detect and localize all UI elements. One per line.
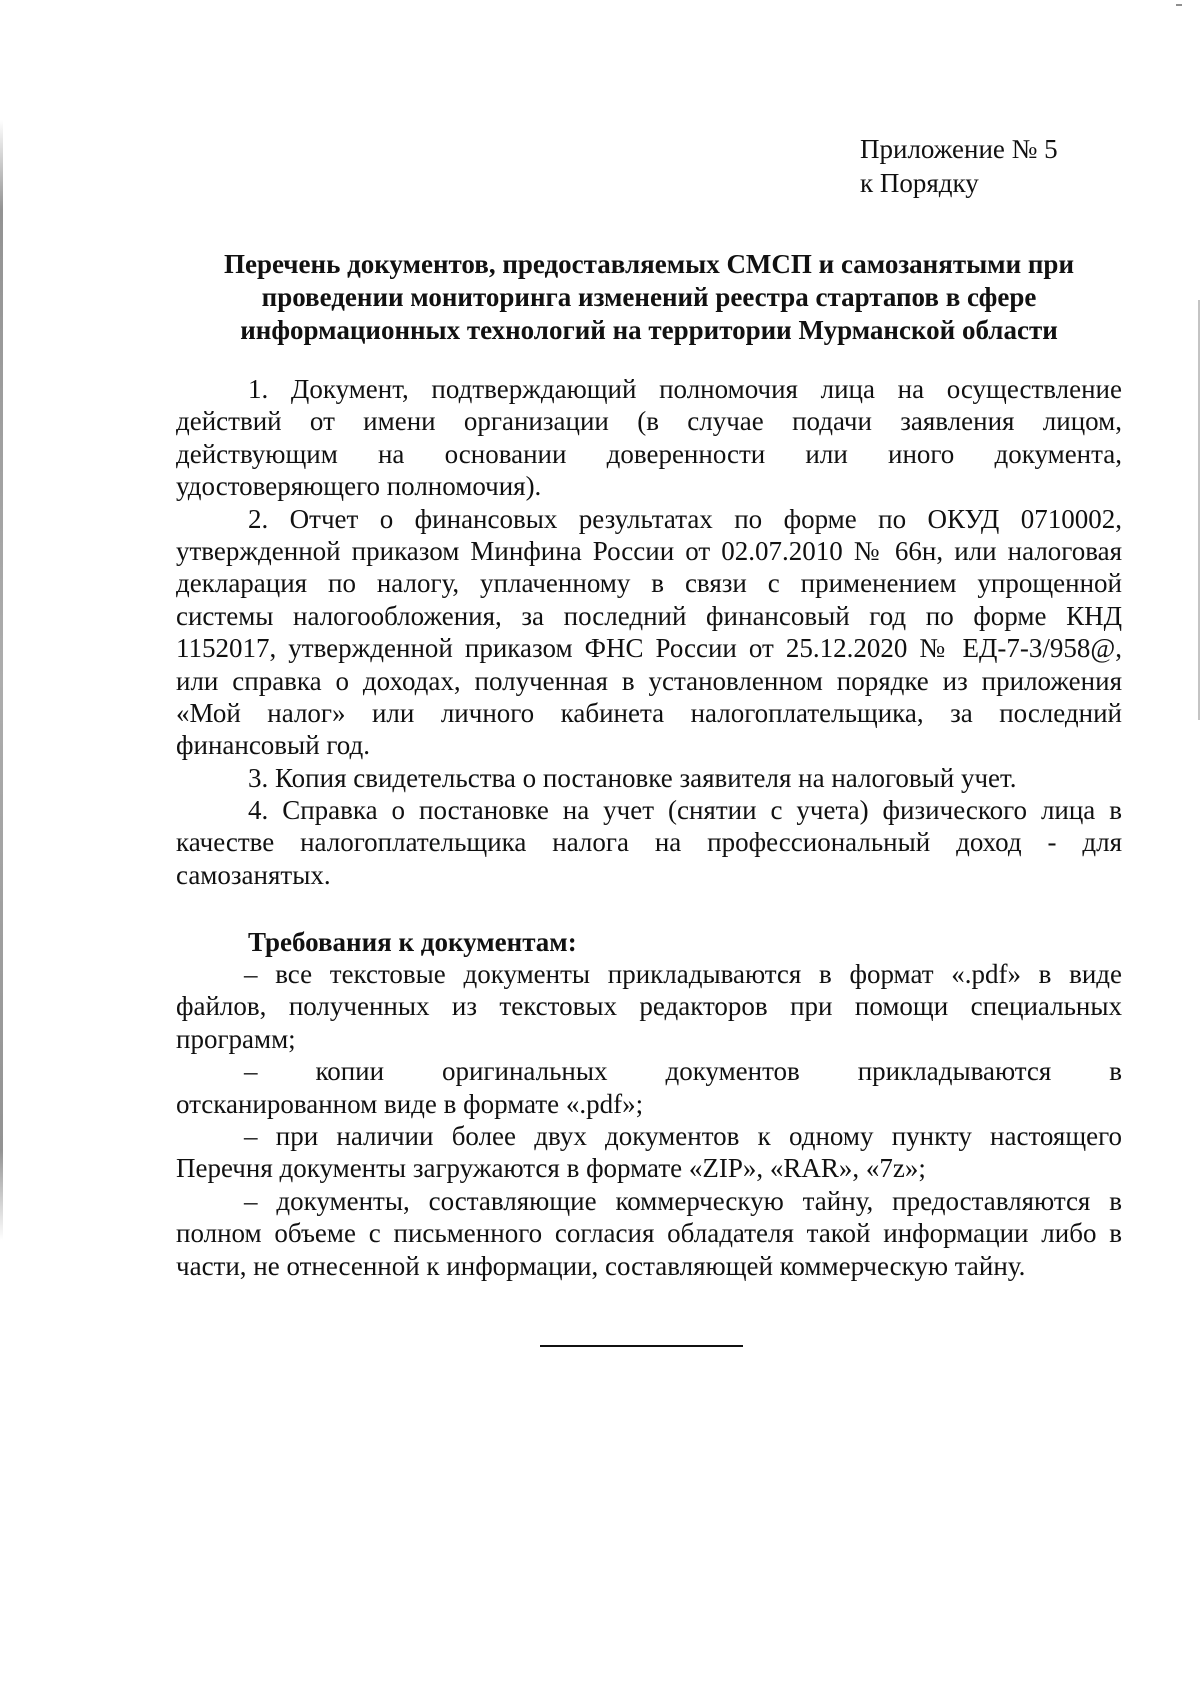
item-line: 1. Документ, подтверждающий полномочия лица на осуществление: [248, 374, 1122, 404]
requirement-item-2: [176, 1055, 1122, 1120]
item-line: или справка о доходах, полученная в установленном порядке из приложения: [176, 665, 1122, 696]
requirement-item-3: [176, 1120, 1122, 1185]
item-line: самозанятых.: [176, 859, 331, 890]
item-line: утвержденной приказом Минфина России от 02.07.2010 № 66н, или налоговая: [176, 535, 1122, 566]
requirement-line: – при наличии более двух документов к одному пункту настоящего: [244, 1120, 1122, 1151]
requirements-heading: Требования к документам:: [248, 927, 577, 957]
requirements-list: [176, 958, 1122, 1282]
item-line: финансовый год.: [176, 730, 371, 761]
appendix-reference: к Порядку: [860, 168, 979, 198]
item-line: действующим на основании доверенности или иного документа,: [176, 438, 1122, 469]
title-line: Перечень документов, предоставляемых СМСП и самозанятыми при: [223, 249, 1075, 279]
appendix-number: Приложение № 5: [860, 134, 1058, 164]
documents-list: [176, 373, 1122, 891]
requirement-item-1: [176, 958, 1122, 1055]
closing-separator: [540, 1345, 743, 1347]
item-line: декларация по налогу, уплаченному в связи с применением упрощенной: [176, 568, 1122, 599]
item-line: удостоверяющего полномочия).: [176, 471, 542, 502]
title-line: проведении мониторинга изменений реестра стартапов в сфере: [261, 282, 1037, 312]
item-line: 3. Копия свидетельства о постановке заявителя на налоговый учет.: [248, 762, 1017, 793]
item-line: 1152017, утвержденной приказом ФНС России от 25.12.2020 № ЕД-7-3/958@,: [176, 633, 1122, 664]
requirement-item-4: [176, 1185, 1122, 1282]
requirement-line: – копии оригинальных документов прикладываются в: [244, 1056, 1122, 1087]
item-line: 2. Отчет о финансовых результатах по форме по ОКУД 0710002,: [248, 503, 1122, 534]
item-line: действий от имени организации (в случае подачи заявления лицом,: [176, 406, 1122, 437]
scan-mark: [1176, 4, 1182, 6]
list-item-2: [176, 503, 1122, 762]
requirement-line: части, не отнесенной к информации, составляющей коммерческую тайну.: [176, 1250, 1026, 1281]
appendix-header: [860, 132, 1058, 200]
requirement-line: отсканированном виде в формате «.pdf»;: [176, 1088, 644, 1119]
item-line: системы налогообложения, за последний финансовый год по форме КНД: [176, 600, 1122, 631]
requirement-line: программ;: [176, 1023, 296, 1054]
item-line: 4. Справка о постановке на учет (снятии с учета) физического лица в: [248, 795, 1122, 826]
title-line: информационных технологий на территории Мурманской области: [240, 315, 1058, 345]
item-line: качестве налогоплательщика налога на профессиональный доход - для: [176, 827, 1122, 858]
requirement-line: Перечня документы загружаются в формате «ZIP», «RAR», «7z»;: [176, 1153, 926, 1184]
document-title: [176, 248, 1122, 347]
requirement-line: – все текстовые документы прикладываются в формат «.pdf» в виде: [244, 959, 1122, 989]
list-item-4: [176, 794, 1122, 891]
requirement-line: полном объеме с письменного согласия обладателя такой информации либо в: [176, 1218, 1122, 1249]
list-item-1: [176, 373, 1122, 503]
requirement-line: – документы, составляющие коммерческую тайну, предоставляются в: [244, 1185, 1122, 1216]
list-item-3: [176, 762, 1122, 794]
scan-edge-left: [0, 120, 3, 1240]
item-line: «Мой налог» или личного кабинета налогоплательщика, за последний: [176, 697, 1122, 728]
requirement-line: файлов, полученных из текстовых редакторов при помощи специальных: [176, 991, 1122, 1022]
